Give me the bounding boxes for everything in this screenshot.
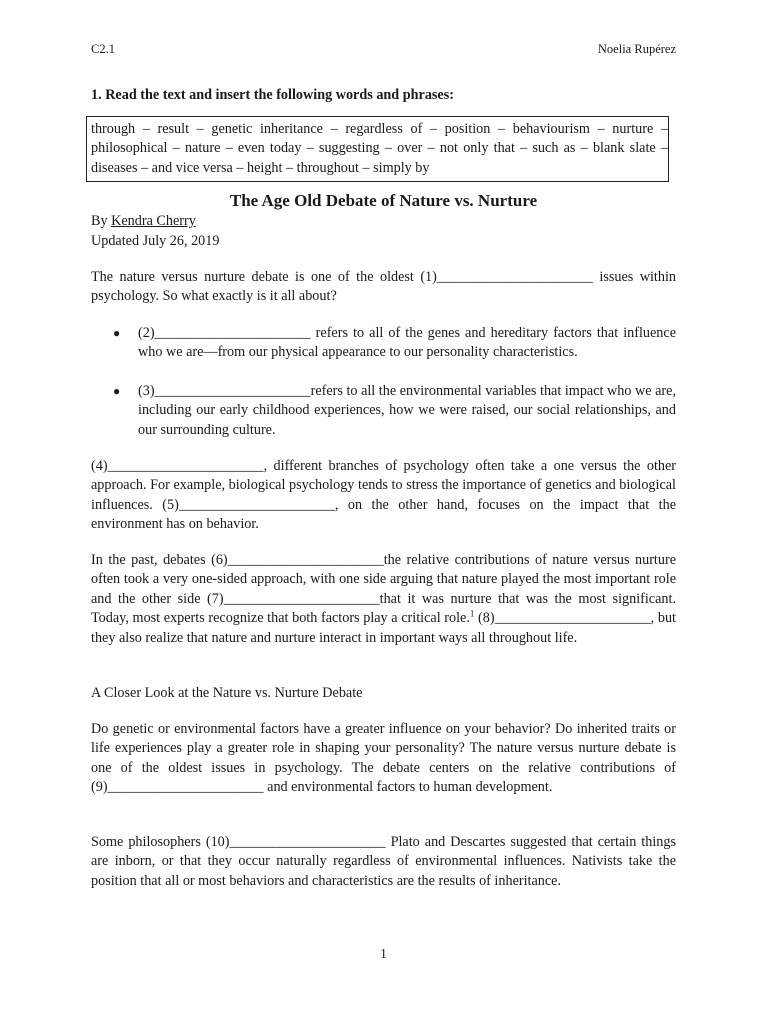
paragraph-text: (8)______________________, but they also realize that nature and nurture interact in important ways all throughout life. <box>91 610 676 646</box>
intro-paragraph: The nature versus nurture debate is one of the oldest (1)______________________ issues within psychology. So what exactly is it all about? <box>91 269 676 305</box>
footnote-marker: 1 <box>469 608 475 619</box>
list-item <box>113 324 676 363</box>
paragraph-philosophers: Some philosophers (10)______________________ Plato and Descartes suggested that certain things are inborn, or that they occur naturally regardless of environmental influences. Nativists take the position that all or most behaviors and characteristics are the results of inheritance. <box>91 834 676 889</box>
section-subheading: A Closer Look at the Nature vs. Nurture Debate <box>91 685 363 701</box>
page-number: 1 <box>380 946 387 961</box>
paragraph-branches: (4)______________________, different branches of psychology often take a one versus the other approach. For example, biological psychology tends to stress the importance of genetics and biological influences. (5)______________________, on the other hand, focuses on the impact that the environment has on behavior. <box>91 458 676 533</box>
header-code: C2.1 <box>91 42 115 56</box>
paragraph-closer-look: Do genetic or environmental factors have a greater influence on your behavior? Do inherited traits or life experiences play a greater role in shaping your personality? The nature versus nurture debate is one of the oldest issues in psychology. The debate centers on the relative contributions of (9)______________________ and environmental factors to human development. <box>91 721 676 796</box>
list-item <box>113 382 676 440</box>
bullet-icon: ● <box>113 326 121 340</box>
author-link[interactable]: Kendra Cherry <box>111 213 196 229</box>
byline <box>91 213 196 230</box>
paragraph-past-debates <box>91 551 676 648</box>
page-header <box>91 42 676 57</box>
article-title: The Age Old Debate of Nature vs. Nurture <box>229 191 538 210</box>
document-page <box>91 0 676 1024</box>
bullet-icon: ● <box>113 384 121 398</box>
byline-prefix: By <box>91 213 112 229</box>
header-author: Noelia Rupérez <box>597 42 676 56</box>
updated-date: Updated July 26, 2019 <box>91 233 220 249</box>
bullet-text: (3)______________________refers to all the environmental variables that impact who we are, including our early childhood experiences, how we were raised, our social relationships, and our surrounding culture. <box>138 383 676 438</box>
task-instruction: 1. Read the text and insert the following words and phrases: <box>91 87 454 103</box>
paragraph-text: In the past, debates (6)______________________the relative contributions of nature versus nurture often took a very one-sided approach, with one side arguing that nature played the most important role and the other side (7)______________________that it was nurture that was the most significant. Today, most experts recognize that both factors play a critical role. <box>91 552 676 627</box>
bullet-text: (2)______________________ refers to all of the genes and hereditary factors that influence who we are—from our physical appearance to our personality characteristics. <box>138 325 676 361</box>
word-bank-box: through – result – genetic inheritance – regardless of – position – behaviourism – nurture – philosophical – nature – even today – suggesting – over – not only that – such as – blank slate – diseases – and vice versa – height – throughout – simply by <box>86 116 669 182</box>
